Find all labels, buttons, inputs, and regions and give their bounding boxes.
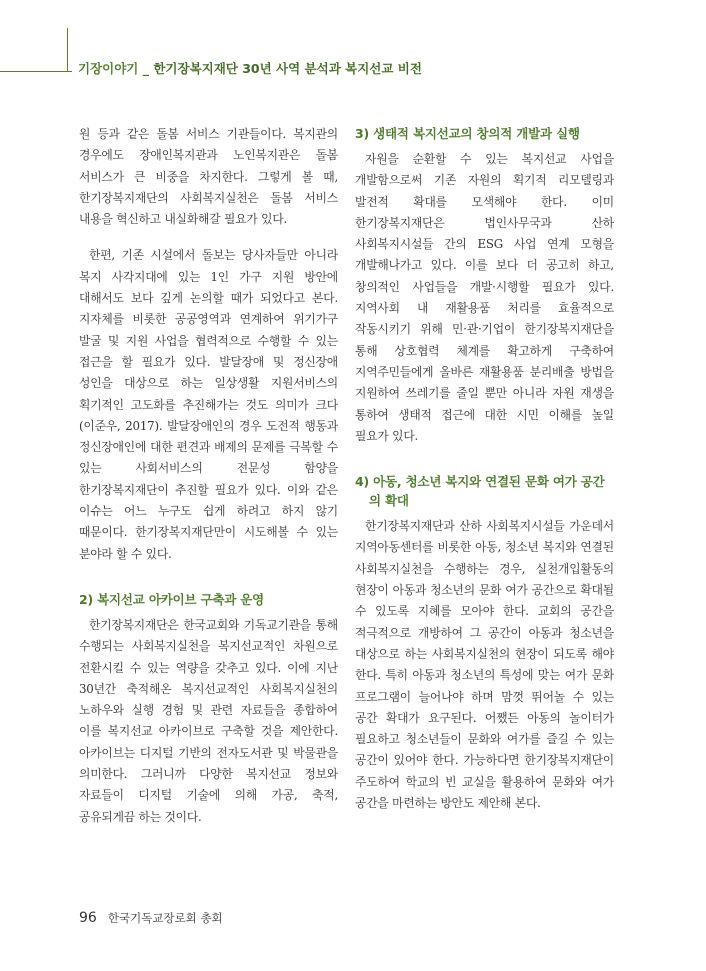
- body-paragraph: 한기장복지재단과 산하 사회복지시설들 가운데서 지역아동센터를 비롯한 아동, 청소년 복지와 연결된 사회복지실천을 수행하는 경우, 실천개입활동의 현장이 아동과 청소년의 문화 여가 공간으로 확대될 수 있도록 지혜를 모아야 한다. 교회의 공간을 적극적으로 개방하여 그 공간이 아동과 청소년을 대상으로 하는 사회복지실천의 현장이 되도록 해야 한다. 특히 아동과 청소년의 특성에 맞는 여가 문화 프로그램이 늘어나야 하며 맘껏 뛰어놀 수 있는 공간 확대가 요구된다. 어쨌든 아동의 놀이터가 필요하고 청소년들이 문화와 여가를 즐길 수 있는 공간이 있어야 한다. 가능하다면 한기장복지재단이 주도하여 학교의 빈 교실을 활용하여 문화와 여가 공간을 마련하는 방안도 제안해 본다.: [355, 519, 614, 811]
- header-vertical-rule: [67, 28, 68, 72]
- right-column: [355, 124, 614, 814]
- publisher-name: 한국기독교장로회 총회: [107, 911, 223, 925]
- header-subtitle: _ 한기장복지재단 30년 사역 분석과 복지선교 비전: [142, 61, 422, 76]
- body-paragraph: 한편, 기존 시설에서 돌보는 당사자들만 아니라 복지 사각지대에 있는 1인 가구 지원 방안에 대해서도 보다 깊게 논의할 때가 되었다고 본다. 지자체를 비롯한 공공영역과 연계하여 위기가구 발굴 및 지원 사업을 협력적으로 수행할 수 있는 접근을 할 필요가 있다. 발달장애 및 정신장애 성인을 대상으로 하는 일상생활 지원서비스의 획기적인 고도화를 추진해가는 것도 의미가 크다(이준우, 2017). 발달장애인의 경우 도전적 행동과 정신장애인에 대한 편견과 배제의 문제를 극복할 수 있는 사회서비스의 전문성 함양을 한기장복지재단이 추진할 필요가 있다. 이와 같은 이슈는 어느 누구도 쉽게 하려고 하지 않기 때문이다. 한기장복지재단만이 시도해볼 수 있는 분야라 할 수 있다.: [79, 248, 338, 561]
- body-paragraph: 자원을 순환할 수 있는 복지선교 사업을 개발함으로써 기존 자원의 획기적 리모델링과 발전적 확대를 모색해야 한다. 이미 한기장복지재단은 법인사무국과 산하 사회복지시설들 간의 ESG 사업 연계 모형을 개발해나가고 있다. 이를 보다 더 공고히 하고, 창의적인 사업들을 개발·시행할 필요가 있다. 지역사회 내 재활용품 처리를 효율적으로 작동시키기 위해 민·관·기업이 한기장복지재단을 통해 상호협력 체계를 확고하게 구축하여 지역주민들에게 올바른 재활용품 분리배출 방법을 지원하여 쓰레기를 줄일 뿐만 아니라 자원 재생을 통하여 생태적 접근에 대한 시민 이해를 높일 필요가 있다.: [355, 152, 614, 443]
- header-horizontal-rule: [0, 71, 72, 72]
- section-heading: 3) 생태적 복지선교의 창의적 개발과 실행: [355, 126, 580, 141]
- section-heading: 2) 복지선교 아카이브 구축과 운영: [79, 591, 264, 607]
- header-section-label: 기장이야기: [78, 61, 139, 76]
- section-heading: 4) 아동, 청소년 복지와 연결된 문화 여가 공간의 확대: [355, 474, 605, 509]
- body-paragraph: 원 등과 같은 돌봄 서비스 기관들이다. 복지관의 경우에도 장애인복지관과 노인복지관은 돌봄 서비스가 큰 비중을 차지한다. 그렇게 볼 때, 한기장복지재단의 사회복지실천은 돌봄 서비스 내용을 혁신하고 내실화해갈 필요가 있다.: [79, 127, 338, 227]
- page-number: 96: [79, 910, 97, 926]
- running-header: [78, 59, 422, 77]
- body-paragraph: 한기장복지재단은 한국교회와 기독교기관을 통해 수행되는 사회복지실천을 복지선교적인 차원으로 전환시킬 수 있는 역량을 갖추고 있다. 이에 지난 30년간 축적해온 복지선교적인 사회복지실천의 노하우와 실행 경험 및 관련 자료들을 종합하여 이를 복지선교 아카이브로 구축할 것을 제안한다. 아카이브는 디지털 기반의 전자도서관 및 박물관을 의미한다. 그러니까 다양한 복지선교 정보와 자료들이 디지털 기술에 의해 가공, 축적, 공유되게끔 하는 것이다.: [79, 617, 338, 824]
- page-footer: [79, 907, 223, 926]
- left-column: [79, 124, 338, 828]
